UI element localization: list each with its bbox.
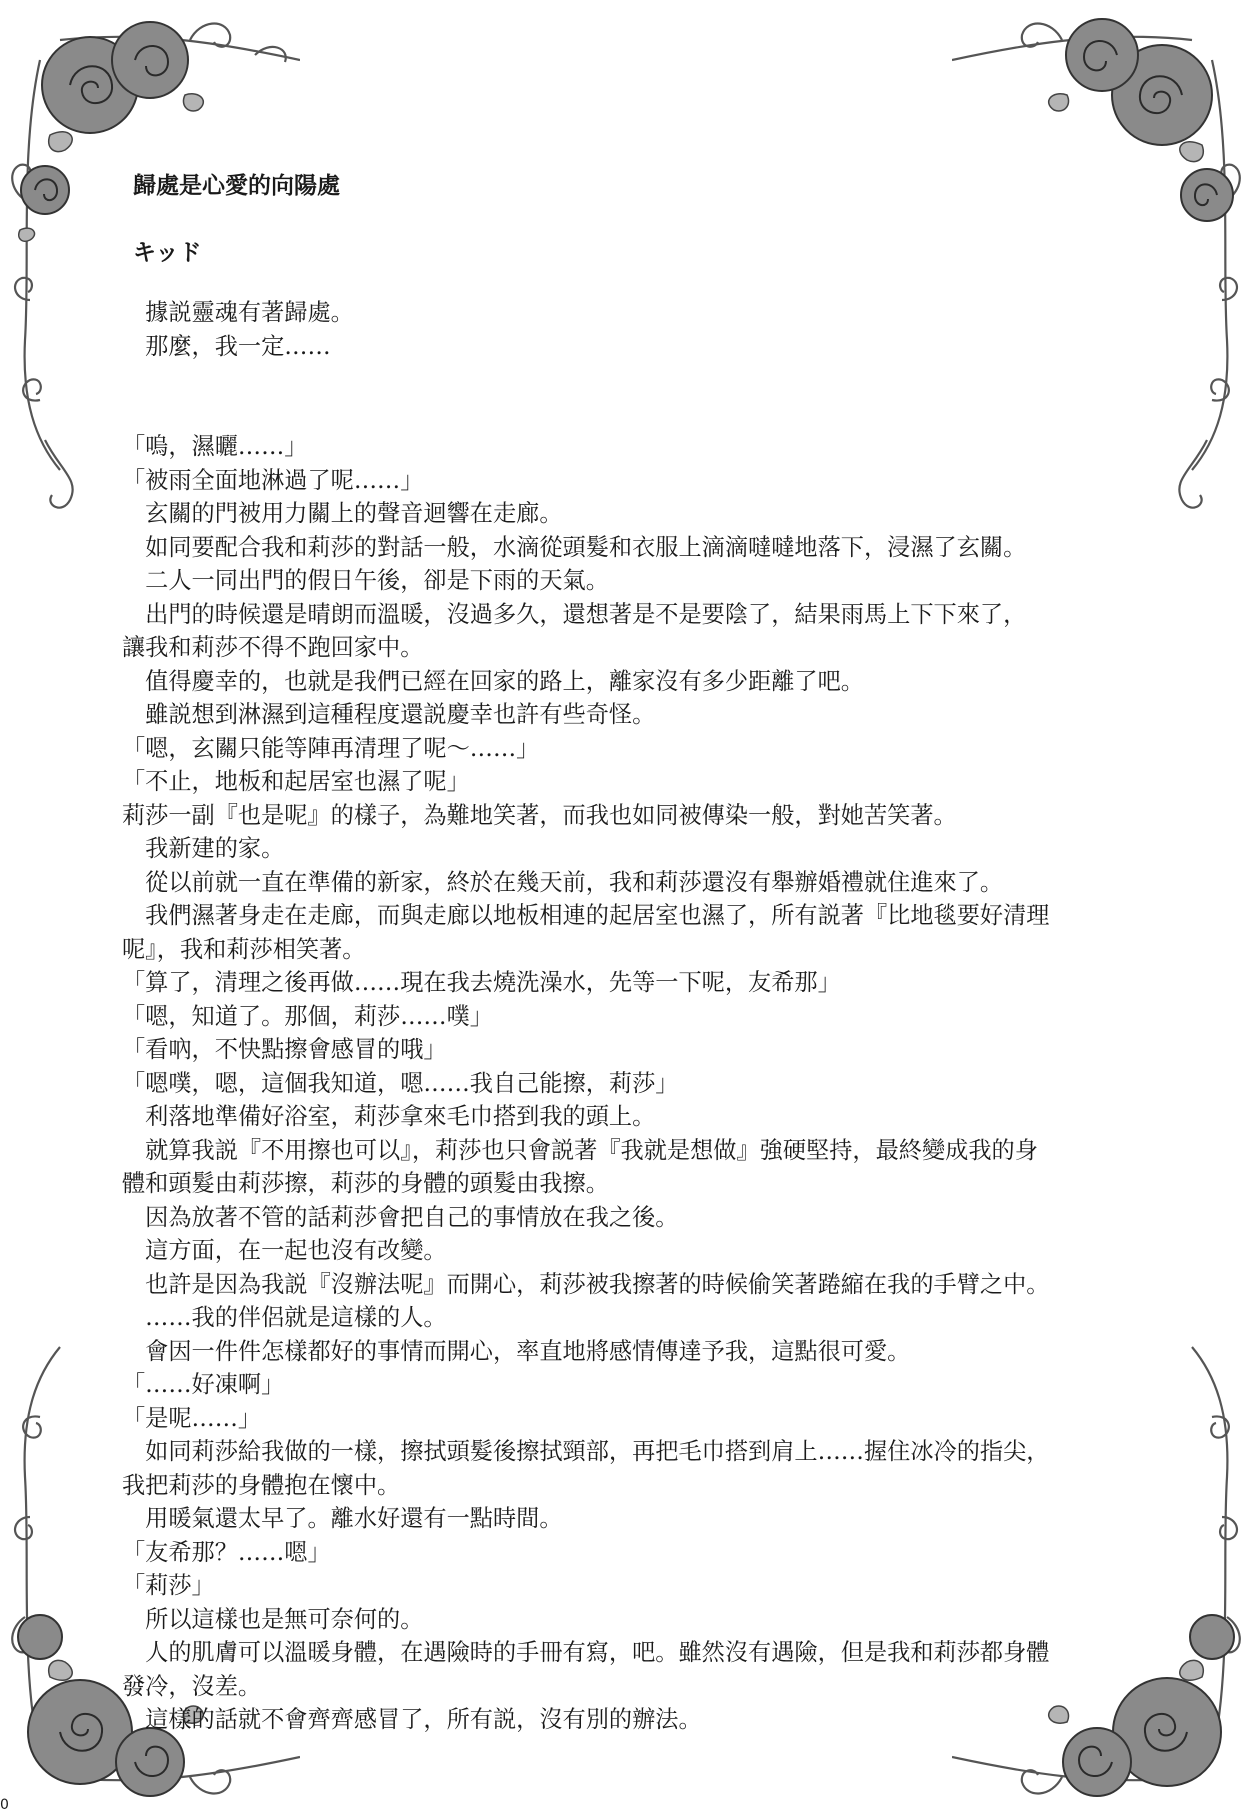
paragraph-line: 這樣的話就不會齊齊感冒了，所有説，沒有別的辦法。 [122, 1706, 702, 1733]
intro-line: 那麼，我一定…… [122, 332, 331, 360]
paragraph-line: 人的肌膚可以溫暖身體，在遇險時的手冊有寫，吧。雖然沒有遇險，但是我和莉莎都身體 [122, 1639, 1050, 1666]
paragraph-line: 也許是因為我説『沒辦法呢』而開心，莉莎被我擦著的時候偷笑著踡縮在我的手臂之中。 [122, 1270, 1050, 1298]
author-name: キッド [133, 240, 202, 266]
paragraph-line: 莉莎一副『也是呢』的樣子，為難地笑著，而我也如同被傳染一般，對她苦笑著。 [122, 801, 957, 829]
paragraph-line: 我新建的家。 [122, 835, 285, 862]
paragraph-line: 「嗯，玄關只能等陣再清理了呢～……」 [122, 734, 540, 762]
paragraph-line: 從以前就一直在準備的新家，終於在幾天前，我和莉莎還沒有舉辦婚禮就住進來了。 [122, 868, 1004, 896]
paragraph-line: 「看吶，不快點擦會感冒的哦」 [122, 1036, 447, 1063]
paragraph-line: 我把莉莎的身體抱在懷中。 [122, 1471, 401, 1499]
intro-line: 據説靈魂有著歸處。 [122, 299, 354, 326]
paragraph-line: 發冷，沒差。 [122, 1672, 262, 1700]
paragraph-line: 我們濕著身走在走廊，而與走廊以地板相連的起居室也濕了，所有説著『比地毯要好清理 [122, 902, 1050, 929]
story-title: 歸處是心愛的向陽處 [133, 173, 340, 199]
paragraph-line: 二人一同出門的假日午後，卻是下雨的天氣。 [122, 567, 609, 594]
paragraph-line: 如同莉莎給我做的一樣，擦拭頭髮後擦拭頸部，再把毛巾搭到肩上……握住冰冷的指尖， [122, 1438, 1050, 1465]
paragraph-line: 會因一件件怎樣都好的事情而開心，率直地將感情傳達予我，這點很可愛。 [122, 1337, 911, 1365]
paragraph-line: 「被雨全面地淋過了呢……」 [122, 466, 424, 494]
paragraph-line: 「嗚，濕曬……」 [122, 433, 308, 460]
page-number: 0 [0, 1797, 9, 1813]
paragraph-line: 所以這樣也是無可奈何的。 [122, 1605, 424, 1633]
paragraph-line: 「算了，清理之後再做……現在我去燒洗澡水，先等一下呢，友希那」 [122, 969, 841, 996]
story-body [122, 296, 1142, 1737]
paragraph-line: 體和頭髮由莉莎擦，莉莎的身體的頭髮由我擦。 [122, 1170, 609, 1197]
paragraph-line: 就算我説『不用擦也可以』，莉莎也只會説著『我就是想做』強硬堅持，最終變成我的身 [122, 1136, 1038, 1164]
paragraph-line: 「嗯，知道了。那個，莉莎……噗」 [122, 1002, 493, 1030]
paragraph-line: 因為放著不管的話莉莎會把自己的事情放在我之後。 [122, 1203, 679, 1231]
paragraph-line: 雖説想到淋濕到這種程度還説慶幸也許有些奇怪。 [122, 701, 656, 728]
paragraph-line: 「……好凍啊」 [122, 1371, 285, 1398]
paragraph-line: 用暖氣還太早了。離水好還有一點時間。 [122, 1505, 563, 1532]
paragraph-line: 讓我和莉莎不得不跑回家中。 [122, 634, 424, 661]
paragraph-line: 這方面，在一起也沒有改變。 [122, 1237, 447, 1264]
paragraph-line: 「是呢……」 [122, 1404, 262, 1432]
paragraph-line: 「嗯噗，嗯，這個我知道，嗯……我自己能擦，莉莎」 [122, 1069, 679, 1097]
paragraph-line: 出門的時候還是晴朗而溫暖，沒過多久，還想著是不是要陰了，結果雨馬上下下來了， [122, 600, 1027, 628]
paragraph-line: 如同要配合我和莉莎的對話一般，水滴從頭髮和衣服上滴滴噠噠地落下，浸濕了玄關。 [122, 533, 1027, 561]
paragraph-line: ……我的伴侶就是這樣的人。 [122, 1304, 447, 1331]
paragraph-line: 「友希那？……嗯」 [122, 1538, 331, 1566]
paragraph-line: 「莉莎」 [122, 1572, 215, 1599]
paragraph-line: 呢』，我和莉莎相笑著。 [122, 935, 366, 963]
paragraph-list [122, 430, 1142, 1737]
paragraph-line: 玄關的門被用力關上的聲音迴響在走廊。 [122, 500, 563, 527]
section-gap [122, 363, 1142, 430]
paragraph-line: 利落地準備好浴室，莉莎拿來毛巾搭到我的頭上。 [122, 1103, 656, 1130]
paragraph-line: 「不止，地板和起居室也濕了呢」 [122, 768, 470, 795]
paragraph-line: 值得慶幸的，也就是我們已經在回家的路上，離家沒有多少距離了吧。 [122, 667, 864, 695]
